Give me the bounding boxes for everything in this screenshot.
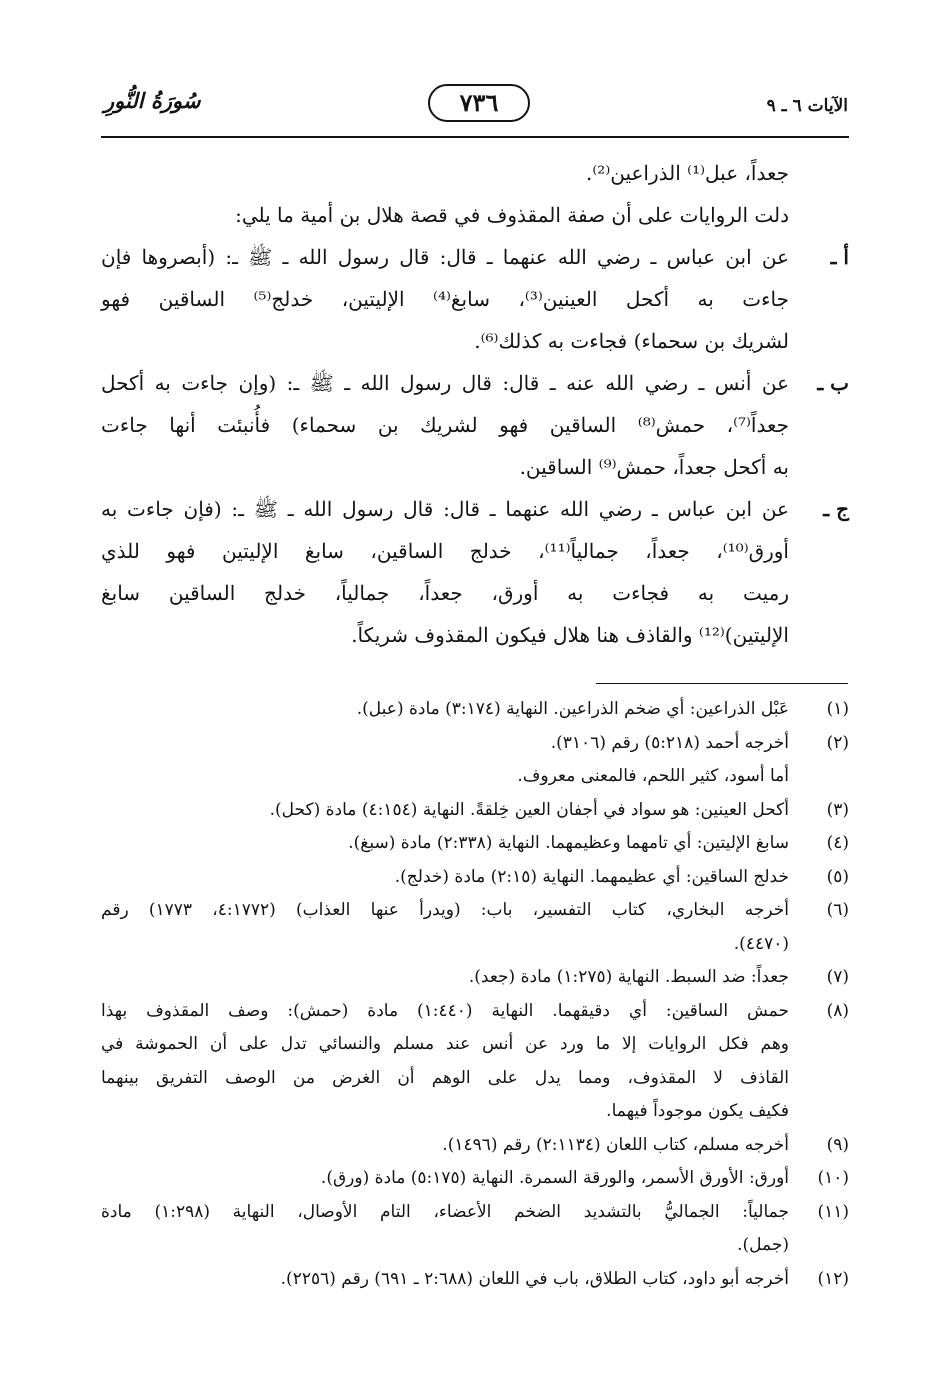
- footnote-number: (٧): [826, 967, 849, 987]
- footnote-text: (جمل).: [737, 1235, 789, 1255]
- footnote-number: (٤): [826, 833, 849, 853]
- paragraph-intro: جعداً، عبل⁽¹⁾ الذراعين⁽²⁾.: [586, 161, 789, 185]
- footnote-3: [101, 794, 849, 828]
- footnote-number: (٢): [826, 732, 849, 753]
- footnote-4: [101, 827, 849, 861]
- footnote-number: (٨): [826, 1000, 849, 1021]
- footnote-text: (٤٤٧٠).: [733, 933, 789, 954]
- footnotes: [101, 693, 849, 1296]
- footnote-text: جمالياً: الجماليُّ بالتشديد الضخم الأعضاء، التام الأوصال، النهاية (١:٢٩٨) مادة: [101, 1201, 789, 1222]
- item-marker: أ ـ: [830, 245, 849, 269]
- header-divider: [101, 136, 849, 138]
- footnote-text: فكيف يكون موجوداً فيهما.: [606, 1101, 789, 1121]
- footnote-7: [101, 961, 849, 995]
- footnote-5: [101, 861, 849, 895]
- footnote-number: (١): [826, 699, 849, 719]
- footnote-9: [101, 1129, 849, 1163]
- text-line: به أكحل جعداً، حمش⁽⁹⁾ الساقين.: [519, 455, 789, 479]
- footnote-text: أورق: الأورق الأسمر، والورقة السمرة. النهاية (٥:١٧٥) مادة (ورق).: [320, 1168, 789, 1188]
- footnote-10: [101, 1162, 849, 1196]
- verses-range: الآيات ٦ ـ ٩: [766, 96, 848, 116]
- page-number: ٧٣٦: [428, 84, 530, 122]
- text-line: رميت به فجاءت به أورق، جعداً، جمالياً، خدلج الساقين سابغ: [101, 581, 789, 605]
- footnote-text: جعداً: ضد السبط. النهاية (١:٢٧٥) مادة (جعد).: [468, 967, 789, 987]
- footnote-number: (٣): [826, 799, 849, 820]
- footnote-text: أخرجه أبو داود، كتاب الطلاق، باب في اللعان (٢:٦٨٨ ـ ٦٩١) رقم (٢٢٥٦).: [280, 1268, 789, 1289]
- item-marker: ب ـ: [817, 371, 849, 395]
- item-marker: ج ـ: [823, 497, 849, 521]
- footnote-1: [101, 693, 849, 727]
- footnote-text: وهم فكل الروايات إلا ما ورد عن أنس عند مسلم والنسائي تدل على أن الحموشة في: [101, 1034, 789, 1054]
- footnote-text: أخرجه مسلم، كتاب اللعان (٢:١١٣٤) رقم (١٤٩٦).: [442, 1134, 789, 1155]
- footnote-text: عَبْل الذراعين: أي ضخم الذراعين. النهاية (٣:١٧٤) مادة (عبل).: [356, 699, 789, 719]
- footnote-divider: [596, 683, 848, 684]
- footnote-number: (١٢): [817, 1268, 849, 1289]
- footnote-11: [101, 1196, 849, 1263]
- text-line: عن ابن عباس ـ رضي الله عنهما ـ قال: قال رسول الله ـ ﷺ ـ: (فإن جاءت به: [101, 497, 789, 521]
- footnote-number: (٩): [826, 1134, 849, 1155]
- footnote-text: القاذف لا المقذوف، ومما يدل على الوهم أن الغرض من الوصف التفريق بينهما: [101, 1067, 789, 1088]
- text-line: جاءت به أكحل العينين⁽³⁾، سابغ⁽⁴⁾ الإليتين، خدلج⁽⁵⁾ الساقين فهو: [101, 287, 789, 311]
- text-line: لشريك بن سحماء) فجاءت به كذلك⁽⁶⁾.: [474, 329, 789, 353]
- footnote-text: أخرجه أحمد (٥:٢١٨) رقم (٣١٠٦).: [550, 732, 789, 753]
- footnote-text: سابغ الإليتين: أي تامهما وعظيمهما. النهاية (٢:٣٣٨) مادة (سبغ).: [348, 833, 789, 853]
- footnote-number: (١٠): [817, 1168, 849, 1188]
- footnote-text: أخرجه البخاري، كتاب التفسير، باب: (ويدرأ عنها العذاب) (٤:١٧٧٢، ١٧٧٣) رقم: [101, 900, 789, 920]
- footnote-12: [101, 1263, 849, 1297]
- footnote-number: (٦): [826, 900, 849, 920]
- footnote-6: [101, 894, 849, 961]
- text-line: عن ابن عباس ـ رضي الله عنهما ـ قال: قال رسول الله ـ ﷺ ـ: (أبصروها فإن: [101, 245, 789, 269]
- footnote-text: أما أسود، كثير اللحم، فالمعنى معروف.: [517, 766, 789, 786]
- footnote-text: حمش الساقين: أي دقيقهما. النهاية (١:٤٤٠) مادة (حمش): وصف المقذوف بهذا: [101, 1000, 789, 1021]
- text-line: الإليتين)⁽¹²⁾ والقاذف هنا هلال فيكون المقذوف شريكاً.: [351, 623, 789, 647]
- footnote-text: خدلج الساقين: أي عظيمهما. النهاية (٢:١٥) مادة (خدلج).: [394, 866, 789, 887]
- footnote-number: (٥): [826, 866, 849, 887]
- surah-title: سُورَةُ النُّورِ: [104, 88, 201, 113]
- text-line: أورق⁽¹⁰⁾، جعداً، جمالياً⁽¹¹⁾، خدلج الساقين، سابغ الإليتين فهو للذي: [101, 539, 789, 563]
- footnote-text: أكحل العينين: هو سواد في أجفان العين خِلقةً. النهاية (٤:١٥٤) مادة (كحل).: [269, 799, 789, 820]
- footnote-number: (١١): [817, 1201, 849, 1222]
- paragraph-summary: دلت الروايات على أن صفة المقذوف في قصة هلال بن أمية ما يلي:: [235, 203, 789, 227]
- text-line: جعداً⁽⁷⁾، حمش⁽⁸⁾ الساقين فهو لشريك بن سحماء) فأُنبئت أنها جاءت: [101, 413, 789, 437]
- footnote-8: [101, 995, 849, 1129]
- footnote-2: [101, 727, 849, 794]
- text-line: عن أنس ـ رضي الله عنه ـ قال: قال رسول الله ـ ﷺ ـ: (وإن جاءت به أكحل: [101, 371, 789, 395]
